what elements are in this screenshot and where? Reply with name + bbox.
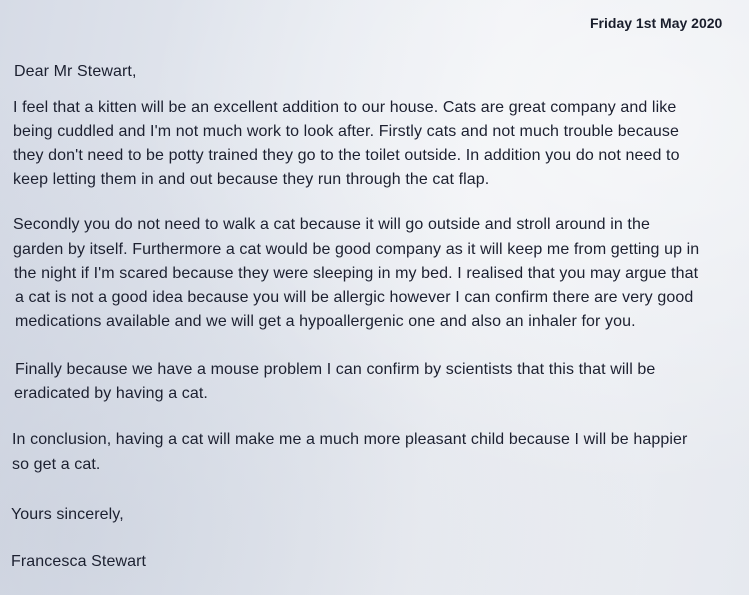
paragraph-2-line: medications available and we will get a hypoallergenic one and also an inhaler for you.	[15, 313, 636, 330]
closing: Yours sincerely,	[11, 506, 124, 523]
paragraph-1-line: I feel that a kitten will be an excellent addition to our house. Cats are great company and like	[13, 99, 677, 116]
paragraph-1-line: being cuddled and I'm not much work to look after. Firstly cats and not much trouble because	[13, 123, 679, 140]
paragraph-2-line: Secondly you do not need to walk a cat because it will go outside and stroll around in the	[13, 216, 650, 233]
paragraph-2-line: the night if I'm scared because they were sleeping in my bed. I realised that you may argue that	[14, 265, 699, 282]
paragraph-3-line: eradicated by having a cat.	[14, 385, 208, 402]
paragraph-3-line: Finally because we have a mouse problem I can confirm by scientists that this that will be	[15, 361, 656, 378]
paragraph-4-line: In conclusion, having a cat will make me a much more pleasant child because I will be happier	[12, 431, 688, 448]
letter-date: Friday 1st May 2020	[590, 15, 723, 31]
paragraph-2-line: a cat is not a good idea because you will be allergic however I can confirm there are very good	[15, 289, 694, 306]
signature: Francesca Stewart	[11, 553, 147, 570]
paragraph-1-line: keep letting them in and out because they run through the cat flap.	[13, 171, 490, 188]
paragraph-1-line: they don't need to be potty trained they go to the toilet outside. In addition you do not need to	[13, 147, 680, 164]
paragraph-2-line: garden by itself. Furthermore a cat would be good company as it will keep me from getting up in	[13, 241, 700, 258]
paragraph-4-line: so get a cat.	[12, 456, 101, 473]
salutation: Dear Mr Stewart,	[14, 63, 137, 80]
